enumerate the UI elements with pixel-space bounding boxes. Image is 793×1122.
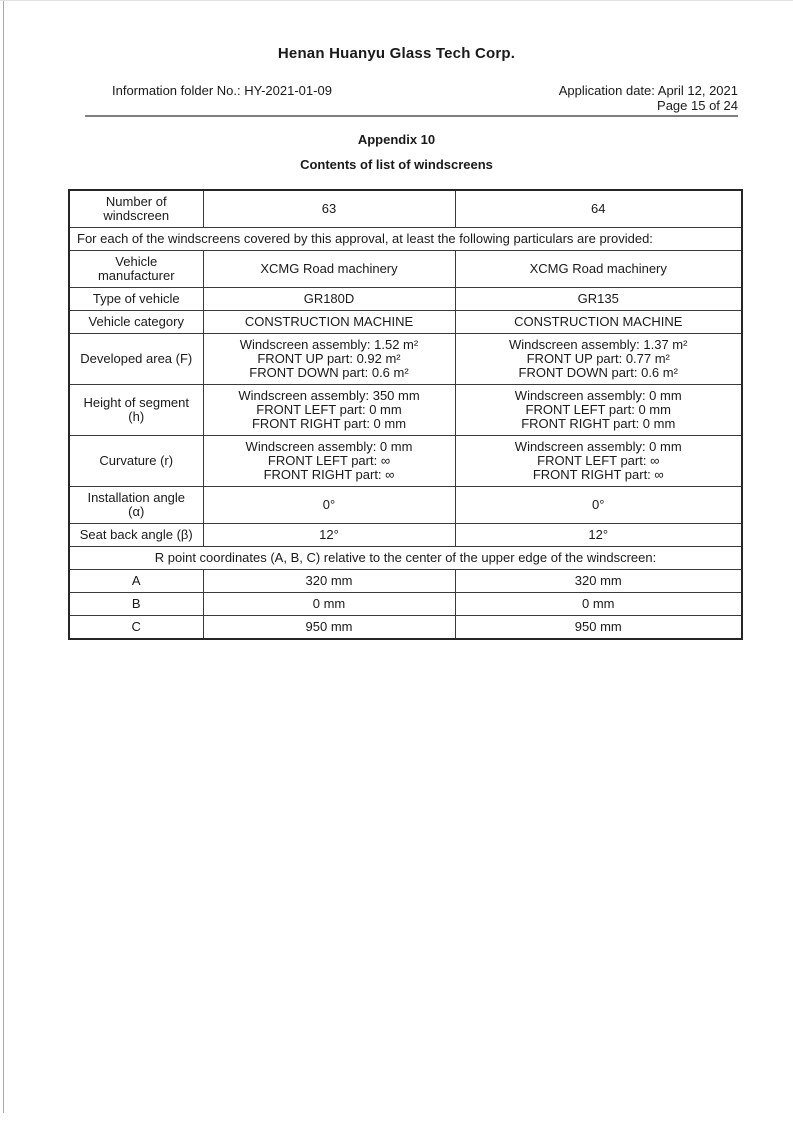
seat-back-angle-label — [69, 524, 203, 547]
page-scan-top-line — [0, 0, 793, 1]
installation-angle-value-1 — [203, 487, 455, 524]
developed-area-label — [69, 334, 203, 385]
type-of-vehicle-value-1 — [203, 288, 455, 311]
coordinate-b-label — [69, 593, 203, 616]
table-row-type-of-vehicle — [69, 288, 742, 311]
cell-line: GR135 — [577, 291, 619, 306]
table-row-installation-angle — [69, 487, 742, 524]
cell-line: Curvature (r) — [99, 453, 174, 468]
cell-line: 320 mm — [574, 573, 622, 588]
page-scan-edge-line — [3, 0, 4, 1113]
cell-line: 0° — [592, 497, 605, 512]
cell-line: GR180D — [303, 291, 355, 306]
coordinate-a-value-1 — [203, 570, 455, 593]
coordinate-c-value-2 — [455, 616, 742, 640]
cell-line: Developed area (F) — [80, 351, 193, 366]
cell-line: FRONT UP part: 0.92 m² — [257, 351, 401, 366]
cell-line: Windscreen assembly: 1.52 m² — [239, 337, 419, 352]
vehicle-manufacturer-value-2 — [455, 251, 742, 288]
table-row-coordinate-c — [69, 616, 742, 640]
coordinate-a-label — [69, 570, 203, 593]
curvature-label — [69, 436, 203, 487]
cell-line: 950 mm — [574, 619, 622, 634]
company-title: Henan Huanyu Glass Tech Corp. — [277, 45, 516, 62]
windscreen-spec-table — [68, 189, 743, 640]
document-header — [85, 83, 738, 117]
vehicle-category-value-1 — [203, 311, 455, 334]
number-of-windscreen-label — [69, 190, 203, 228]
cell-line: Windscreen assembly: 0 mm — [514, 439, 682, 454]
cell-line: Installation angle — [87, 490, 186, 505]
cell-line: Vehicle category — [88, 314, 184, 329]
cell-line: FRONT LEFT part: 0 mm — [256, 402, 402, 417]
cell-line: XCMG Road machinery — [529, 261, 667, 276]
coordinate-a-value-2 — [455, 570, 742, 593]
cell-line: (α) — [128, 504, 145, 519]
seat-back-angle-value-2 — [455, 524, 742, 547]
table-row-particulars-note — [69, 228, 742, 251]
table-row-curvature — [69, 436, 742, 487]
table-row-coordinate-a — [69, 570, 742, 593]
developed-area-value-1 — [203, 334, 455, 385]
cell-line: CONSTRUCTION MACHINE — [514, 314, 683, 329]
cell-line: A — [131, 573, 141, 588]
cell-line: Seat back angle (β) — [79, 527, 193, 542]
coordinate-b-value-1 — [203, 593, 455, 616]
cell-line: Type of vehicle — [92, 291, 180, 306]
cell-line: 0 mm — [312, 596, 346, 611]
cell-line: FRONT UP part: 0.77 m² — [526, 351, 670, 366]
cell-line: Height of segment — [83, 395, 189, 410]
installation-angle-label — [69, 487, 203, 524]
particulars-note: For each of the windscreens covered by this approval, at least the following particulars are provided: — [69, 228, 742, 251]
cell-line: FRONT RIGHT part: ∞ — [532, 467, 664, 482]
r-point-note: R point coordinates (A, B, C) relative to the center of the upper edge of the windscreen: — [69, 547, 742, 570]
number-of-windscreen-value-1 — [203, 190, 455, 228]
table-row-vehicle-manufacturer — [69, 251, 742, 288]
table-row-r-point-note — [69, 547, 742, 570]
cell-line: 12° — [319, 527, 339, 542]
vehicle-category-value-2 — [455, 311, 742, 334]
cell-line: FRONT DOWN part: 0.6 m² — [518, 365, 678, 380]
cell-line: 12° — [588, 527, 609, 542]
cell-line: 950 mm — [305, 619, 353, 634]
vehicle-category-label — [69, 311, 203, 334]
cell-line: FRONT LEFT part: ∞ — [537, 453, 660, 468]
curvature-value-2 — [455, 436, 742, 487]
page-number: Page 15 of 24 — [657, 98, 738, 113]
cell-line: CONSTRUCTION MACHINE — [244, 314, 414, 329]
installation-angle-value-2 — [455, 487, 742, 524]
cell-line: Vehicle — [115, 254, 158, 269]
cell-line: manufacturer — [97, 268, 175, 283]
cell-line: C — [131, 619, 141, 634]
contents-subtitle: Contents of list of windscreens — [300, 157, 493, 172]
cell-line: windscreen — [103, 208, 170, 223]
cell-line: 320 mm — [305, 573, 353, 588]
number-of-windscreen-value-2 — [455, 190, 742, 228]
coordinate-c-value-1 — [203, 616, 455, 640]
cell-line: (h) — [128, 409, 145, 424]
cell-line: FRONT RIGHT part: ∞ — [263, 467, 395, 482]
table-row-developed-area — [69, 334, 742, 385]
cell-line: 63 — [321, 201, 337, 216]
appendix-title: Appendix 10 — [357, 132, 436, 147]
info-folder-number: Information folder No.: HY-2021-01-09 — [112, 83, 332, 98]
cell-line: 0 mm — [582, 596, 615, 611]
vehicle-manufacturer-label — [69, 251, 203, 288]
cell-line: FRONT RIGHT part: 0 mm — [251, 416, 407, 431]
table-row-seat-back-angle — [69, 524, 742, 547]
cell-line: FRONT RIGHT part: 0 mm — [521, 416, 676, 431]
type-of-vehicle-label — [69, 288, 203, 311]
height-of-segment-label — [69, 385, 203, 436]
table-row-coordinate-b — [69, 593, 742, 616]
cell-line: Windscreen assembly: 0 mm — [245, 439, 413, 454]
cell-line: Windscreen assembly: 350 mm — [238, 388, 420, 403]
table-row-height-of-segment — [69, 385, 742, 436]
cell-line: XCMG Road machinery — [260, 261, 398, 276]
windscreen-table-body — [69, 190, 742, 639]
height-of-segment-value-1 — [203, 385, 455, 436]
seat-back-angle-value-1 — [203, 524, 455, 547]
coordinate-c-label — [69, 616, 203, 640]
developed-area-value-2 — [455, 334, 742, 385]
cell-line: 0° — [322, 497, 336, 512]
cell-line: Windscreen assembly: 0 mm — [514, 388, 682, 403]
type-of-vehicle-value-2 — [455, 288, 742, 311]
table-row-vehicle-category — [69, 311, 742, 334]
cell-line: 64 — [591, 201, 606, 216]
cell-line: B — [131, 596, 141, 611]
cell-line: FRONT LEFT part: 0 mm — [525, 402, 671, 417]
cell-line: FRONT DOWN part: 0.6 m² — [249, 365, 409, 380]
header-right-block — [559, 83, 738, 113]
coordinate-b-value-2 — [455, 593, 742, 616]
application-date: Application date: April 12, 2021 — [558, 83, 738, 98]
cell-line: FRONT LEFT part: ∞ — [267, 453, 391, 468]
vehicle-manufacturer-value-1 — [203, 251, 455, 288]
table-row-number-of-windscreen — [69, 190, 742, 228]
height-of-segment-value-2 — [455, 385, 742, 436]
cell-line: Number of — [105, 194, 167, 209]
cell-line: Windscreen assembly: 1.37 m² — [509, 337, 688, 352]
curvature-value-1 — [203, 436, 455, 487]
